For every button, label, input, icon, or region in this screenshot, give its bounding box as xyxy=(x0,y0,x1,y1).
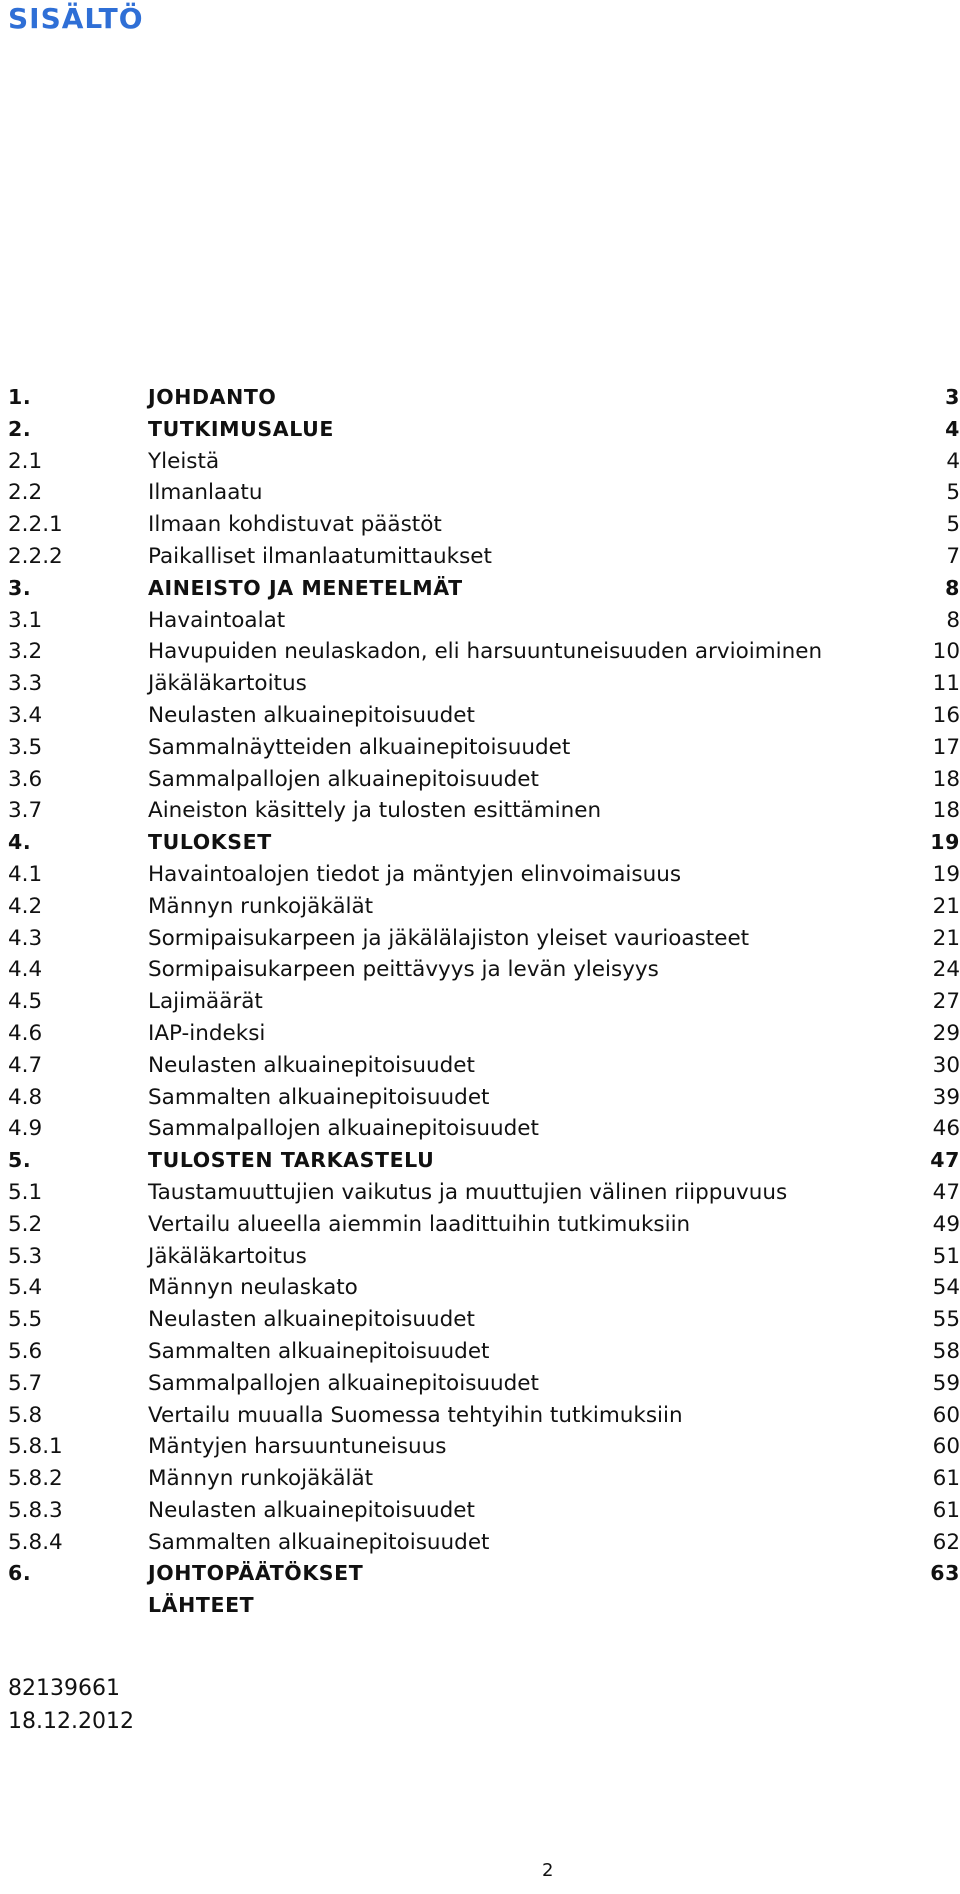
toc-title: LÄHTEET xyxy=(148,1593,255,1618)
toc-title: JOHDANTO xyxy=(148,385,277,409)
toc-entry[interactable] xyxy=(8,477,960,509)
toc-page: 39 xyxy=(932,1084,960,1110)
toc-entry[interactable] xyxy=(8,859,960,891)
toc-title: Jäkäläkartoitus xyxy=(148,1243,307,1269)
toc-entry[interactable] xyxy=(8,414,960,446)
toc-page: 18 xyxy=(932,766,960,792)
toc-page: 47 xyxy=(930,1148,960,1173)
toc-title: Havupuiden neulaskadon, eli harsuuntuneisuuden arvioiminen xyxy=(148,639,823,665)
toc-page: 4 xyxy=(946,448,960,474)
toc-title: Vertailu muualla Suomessa tehtyihin tutkimuksiin xyxy=(148,1402,683,1428)
toc-entry[interactable] xyxy=(8,1272,960,1304)
toc-entry[interactable] xyxy=(8,700,960,732)
toc-page: 18 xyxy=(932,798,960,824)
toc-title: TULOKSET xyxy=(148,830,272,855)
toc-page: 19 xyxy=(930,830,960,855)
toc-page: 21 xyxy=(932,925,960,951)
toc-page: 30 xyxy=(932,1052,960,1078)
toc-entry[interactable] xyxy=(8,891,960,923)
toc-entry[interactable] xyxy=(8,1082,960,1114)
toc-number: 3.5 xyxy=(8,734,43,760)
toc-number: 4.7 xyxy=(8,1052,43,1078)
toc-page: 24 xyxy=(932,957,960,983)
toc-title: TULOSTEN TARKASTELU xyxy=(148,1148,435,1173)
toc-number: 5.2 xyxy=(8,1211,43,1237)
toc-number: 5.7 xyxy=(8,1370,43,1396)
toc-page: 47 xyxy=(932,1179,960,1205)
toc-page: 29 xyxy=(932,1020,960,1046)
toc-page: 49 xyxy=(932,1211,960,1237)
toc-number: 3.2 xyxy=(8,639,43,665)
toc-number: 4.3 xyxy=(8,925,43,951)
toc-title: IAP-indeksi xyxy=(148,1020,266,1046)
toc-entry[interactable] xyxy=(8,1336,960,1368)
document-code: 82139661 xyxy=(8,1676,120,1701)
toc-entry[interactable] xyxy=(8,954,960,986)
toc-title: Vertailu alueella aiemmin laadittuihin tutkimuksiin xyxy=(148,1211,691,1237)
toc-entry[interactable] xyxy=(8,1145,960,1177)
toc-title: Sormipaisukarpeen ja jäkälälajiston yleiset vaurioasteet xyxy=(148,925,750,951)
toc-number: 4.4 xyxy=(8,957,43,983)
toc-number: 5.6 xyxy=(8,1338,43,1364)
toc-entry[interactable] xyxy=(8,923,960,955)
toc-entry[interactable] xyxy=(8,1558,960,1590)
toc-page: 63 xyxy=(930,1561,960,1586)
page-number: 2 xyxy=(542,1860,554,1881)
toc-entry[interactable] xyxy=(8,1304,960,1336)
toc-page: 11 xyxy=(932,671,960,697)
toc-entry[interactable] xyxy=(8,986,960,1018)
toc-page: 58 xyxy=(932,1338,960,1364)
toc-entry[interactable] xyxy=(8,573,960,605)
toc-entry[interactable] xyxy=(8,1241,960,1273)
toc-entry[interactable] xyxy=(8,1495,960,1527)
toc-title: Sammalten alkuainepitoisuudet xyxy=(148,1529,490,1555)
toc-entry[interactable] xyxy=(8,605,960,637)
toc-title: Taustamuuttujien vaikutus ja muuttujien välinen riippuvuus xyxy=(148,1179,788,1205)
toc-entry[interactable] xyxy=(8,1018,960,1050)
toc-title: Neulasten alkuainepitoisuudet xyxy=(148,1307,475,1333)
toc-entry[interactable] xyxy=(8,1209,960,1241)
toc-entry[interactable] xyxy=(8,509,960,541)
page-title: SISÄLTÖ xyxy=(8,2,144,35)
toc-number: 4.1 xyxy=(8,861,43,887)
toc-title: Sammalpallojen alkuainepitoisuudet xyxy=(148,1370,539,1396)
toc-page: 19 xyxy=(932,861,960,887)
toc-page: 61 xyxy=(932,1497,960,1523)
toc-title: Männyn runkojäkälät xyxy=(148,1466,374,1492)
toc-page: 46 xyxy=(932,1116,960,1142)
document-meta xyxy=(8,1672,134,1738)
toc-entry[interactable] xyxy=(8,764,960,796)
toc-entry[interactable] xyxy=(8,732,960,764)
table-of-contents xyxy=(8,382,960,1622)
toc-entry[interactable] xyxy=(8,382,960,414)
toc-page: 8 xyxy=(946,607,960,633)
toc-number: 2.2.1 xyxy=(8,512,63,538)
toc-page: 51 xyxy=(932,1243,960,1269)
toc-page: 60 xyxy=(932,1402,960,1428)
toc-entry[interactable] xyxy=(8,1368,960,1400)
toc-number: 5.8.2 xyxy=(8,1466,63,1492)
toc-title: Paikalliset ilmanlaatumittaukset xyxy=(148,543,492,569)
toc-entry[interactable] xyxy=(8,1463,960,1495)
toc-page: 54 xyxy=(932,1275,960,1301)
toc-title: Aineiston käsittely ja tulosten esittäminen xyxy=(148,798,602,824)
toc-title: Sammalten alkuainepitoisuudet xyxy=(148,1084,490,1110)
toc-title: Sormipaisukarpeen peittävyys ja levän yleisyys xyxy=(148,957,659,983)
toc-number: 5.8 xyxy=(8,1402,43,1428)
toc-title: Neulasten alkuainepitoisuudet xyxy=(148,702,475,728)
toc-entry[interactable] xyxy=(8,1527,960,1559)
toc-number: 5.8.3 xyxy=(8,1497,63,1523)
toc-number: 2.2 xyxy=(8,480,43,506)
toc-page: 59 xyxy=(932,1370,960,1396)
toc-page: 21 xyxy=(932,893,960,919)
toc-number: 3.1 xyxy=(8,607,43,633)
toc-entry[interactable] xyxy=(8,446,960,478)
toc-page: 4 xyxy=(945,416,960,441)
toc-number: 4. xyxy=(8,830,32,855)
toc-number: 1. xyxy=(8,385,32,409)
toc-title: Sammalpallojen alkuainepitoisuudet xyxy=(148,1116,539,1142)
toc-page: 27 xyxy=(932,989,960,1015)
toc-title: Mäntyjen harsuuntuneisuus xyxy=(148,1434,447,1460)
toc-entry[interactable] xyxy=(8,541,960,573)
toc-entry[interactable] xyxy=(8,1177,960,1209)
toc-title: AINEISTO JA MENETELMÄT xyxy=(148,575,463,600)
toc-number: 3.6 xyxy=(8,766,43,792)
toc-number: 5. xyxy=(8,1148,32,1173)
toc-page: 5 xyxy=(946,512,960,538)
toc-title: Lajimäärät xyxy=(148,989,263,1015)
toc-number: 5.8.1 xyxy=(8,1434,63,1460)
toc-title: Neulasten alkuainepitoisuudet xyxy=(148,1052,475,1078)
toc-number: 4.6 xyxy=(8,1020,43,1046)
toc-page: 16 xyxy=(932,702,960,728)
toc-page: 3 xyxy=(945,385,960,409)
toc-page: 55 xyxy=(932,1307,960,1333)
toc-title: Sammalnäytteiden alkuainepitoisuudet xyxy=(148,734,571,760)
toc-number: 4.8 xyxy=(8,1084,43,1110)
toc-number: 2. xyxy=(8,416,32,441)
toc-number: 5.8.4 xyxy=(8,1529,63,1555)
toc-number: 5.4 xyxy=(8,1275,43,1301)
toc-title: Havaintoalojen tiedot ja mäntyjen elinvoimaisuus xyxy=(148,861,682,887)
toc-page: 17 xyxy=(932,734,960,760)
toc-entry[interactable] xyxy=(8,1431,960,1463)
toc-entry[interactable] xyxy=(8,1400,960,1432)
toc-number: 2.2.2 xyxy=(8,543,63,569)
toc-title: Jäkäläkartoitus xyxy=(148,671,307,697)
toc-entry[interactable] xyxy=(8,1113,960,1145)
toc-number: 2.1 xyxy=(8,448,43,474)
toc-number: 3.3 xyxy=(8,671,43,697)
toc-title: Männyn runkojäkälät xyxy=(148,893,374,919)
document-date: 18.12.2012 xyxy=(8,1709,134,1734)
toc-number: 5.5 xyxy=(8,1307,43,1333)
toc-title: Havaintoalat xyxy=(148,607,286,633)
toc-number: 5.1 xyxy=(8,1179,43,1205)
toc-title: Ilmanlaatu xyxy=(148,480,263,506)
toc-title: JOHTOPÄÄTÖKSET xyxy=(148,1561,364,1586)
toc-title: Sammalpallojen alkuainepitoisuudet xyxy=(148,766,539,792)
toc-title: TUTKIMUSALUE xyxy=(148,416,334,441)
toc-page: 5 xyxy=(946,480,960,506)
toc-entry[interactable] xyxy=(8,668,960,700)
toc-title: Neulasten alkuainepitoisuudet xyxy=(148,1497,475,1523)
toc-page: 62 xyxy=(932,1529,960,1555)
toc-number: 3. xyxy=(8,575,32,600)
toc-number: 3.7 xyxy=(8,798,43,824)
toc-entry[interactable] xyxy=(8,827,960,859)
toc-number: 5.3 xyxy=(8,1243,43,1269)
toc-number: 4.2 xyxy=(8,893,43,919)
toc-page: 60 xyxy=(932,1434,960,1460)
toc-title: Männyn neulaskato xyxy=(148,1275,358,1301)
toc-title: Yleistä xyxy=(148,448,220,474)
toc-page: 61 xyxy=(932,1466,960,1492)
toc-page: 7 xyxy=(946,543,960,569)
toc-page: 10 xyxy=(932,639,960,665)
toc-title: Sammalten alkuainepitoisuudet xyxy=(148,1338,490,1364)
toc-entry[interactable] xyxy=(8,1590,960,1622)
toc-title: Ilmaan kohdistuvat päästöt xyxy=(148,512,442,538)
toc-entry[interactable] xyxy=(8,1050,960,1082)
toc-number: 4.9 xyxy=(8,1116,43,1142)
toc-page: 8 xyxy=(945,575,960,600)
toc-entry[interactable] xyxy=(8,795,960,827)
toc-number: 6. xyxy=(8,1561,32,1586)
toc-number: 3.4 xyxy=(8,702,43,728)
toc-entry[interactable] xyxy=(8,636,960,668)
toc-number: 4.5 xyxy=(8,989,43,1015)
